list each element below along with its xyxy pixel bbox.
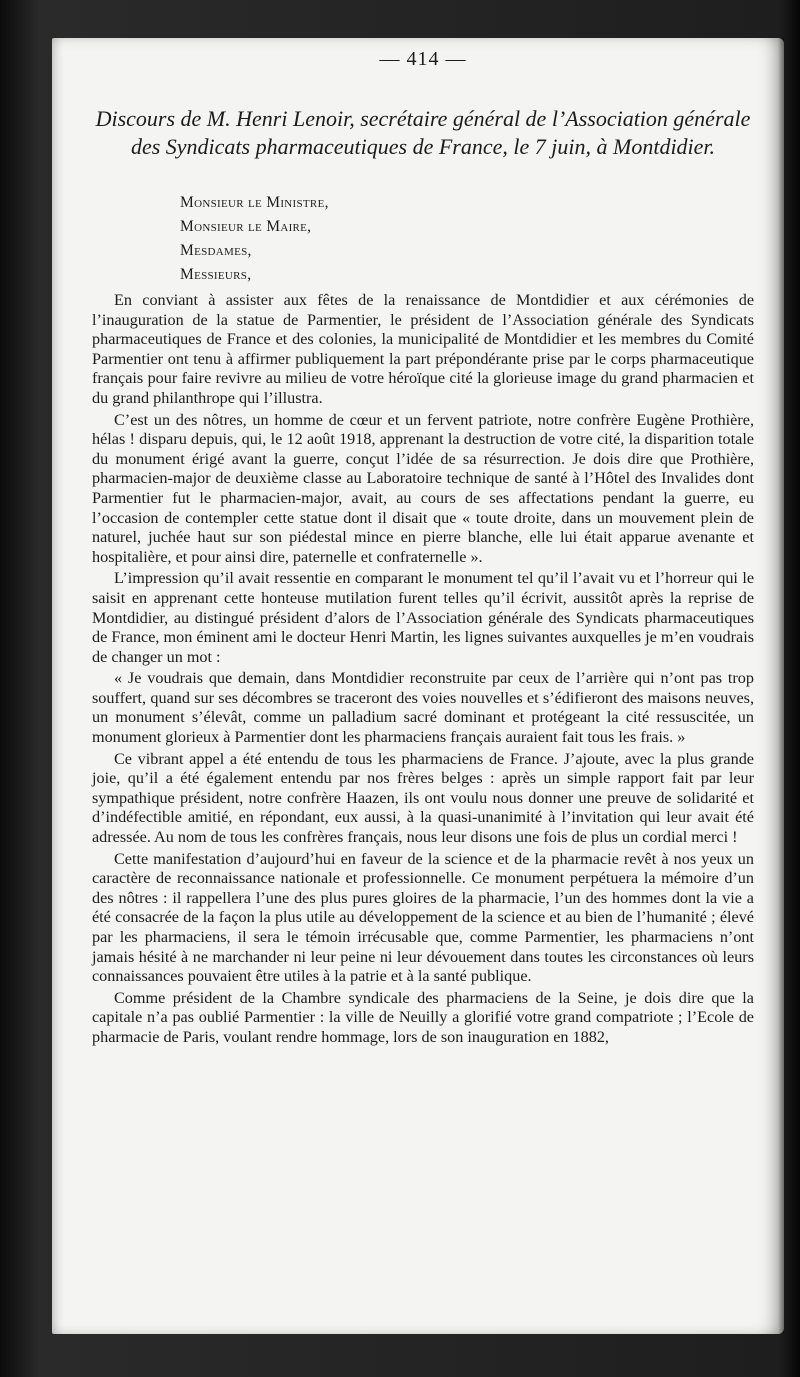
salutations [180, 191, 754, 287]
paragraph: Comme président de la Chambre syndicale des pharmaciens de la Seine, je dois dire que la capitale n’a pas oublié Parmentier : la ville de Neuilly a glorifié votre grand compatriote ; l’Ecole de pharmacie de Paris, voulant rendre hommage, lors de son inauguration en 1882, [92, 988, 754, 1046]
salutation-line: Monsieur le Ministre, [180, 194, 329, 211]
paragraph: Cette manifestation d’aujourd’hui en faveur de la science et de la pharmacie revêt à nos yeux un caractère de reconnaissance nationale et professionnelle. Ce monument perpétuera la mémoire d’un des nôtres : il rappellera l’une des plus pures gloires de la pharmacie, l’un des hommes dont la vie a été consacrée de la façon la plus utile au développement de la science et au bien de l’humanité ; élevé par les pharmaciens, il sera le témoin irrécusable que, comme Parmentier, les pharmaciens n’ont jamais hésité à ne marchander ni leur peine ni leur dévouement dans toutes les circonstances où leurs connaissances pouvaient être utiles à la patrie et à la santé publique. [92, 849, 754, 986]
paragraph: C’est un des nôtres, un homme de cœur et un fervent patriote, notre confrère Eugène Prothière, hélas ! disparu depuis, qui, le 12 août 1918, apprenant la destruction de votre cité, la disparition totale du monument érigé avant la guerre, conçut l’idée de sa résurrection. Je dois dire que Prothière, pharmacien-major de deuxième classe au Laboratoire technique de santé à l’Hôtel des Invalides dont Parmentier fut le pharmacien-major, avait, au cours de ses affectations pendant la guerre, eu l’occasion de contempler cette statue dont il disait que « toute droite, dans un mouvement plein de naturel, juchée haut sur son piédestal mince en pierre blanche, elle lui était apparue avenante et hospitalière, et pour ainsi dire, paternelle et confraternelle ». [92, 410, 754, 566]
paragraph: En conviant à assister aux fêtes de la renaissance de Montdidier et aux cérémonies de l’inauguration de la statue de Parmentier, le président de l’Association générale des Syndicats pharmaceutiques de France et des colonies, la municipalité de Montdidier et les membres du Comité Parmentier ont tenu à affirmer publiquement la part prépondérante prise par le corps pharmaceutique français pour faire revivre au milieu de votre héroïque cité la glorieuse image du grand pharmacien et du grand philanthrope qui l’illustra. [92, 291, 754, 407]
quoted-paragraph: « Je voudrais que demain, dans Montdidier reconstruite par ceux de l’arrière qui n’ont pas trop souffert, quand sur ses décombres se traceront des voies nouvelles et s’édifieront des maisons neuves, un monument s’élevât, comme un palladium sacré dominant et protégeant la cité ressuscitée, un monument glorieux à Parmentier dont les pharmaciens français auraient fait tous les frais. » [92, 669, 754, 747]
page-gutter-shadow [778, 38, 784, 1334]
salutation-line: Messieurs, [180, 266, 252, 283]
title-line: Discours de M. Henri Lenoir, secrétaire général de l’Association générale [95, 106, 751, 131]
salutation-line: Mesdames, [180, 242, 252, 259]
paragraph: L’impression qu’il avait ressentie en comparant le monument tel qu’il l’avait vu et l’horreur qui le saisit en apprenant cette honteuse mutilation furent telles qu’il écrivit, aussitôt après la reprise de Montdidier, au distingué président d’alors de l’Association générale des Syndicats pharmaceutiques de France, mon éminent ami le docteur Henri Martin, les lignes suivantes auxquelles je m’en voudrais de changer un mot : [92, 569, 754, 666]
speech-title [92, 105, 754, 161]
page-content [92, 48, 754, 1050]
salutation-line: Monsieur le Maire, [180, 218, 312, 235]
paragraph: Ce vibrant appel a été entendu de tous les pharmaciens de France. J’ajoute, avec la plus grande joie, qu’il a été également entendu par nos frères belges : après un simple rapport fait par leur sympathique président, notre confrère Haazen, ils ont voulu nous donner une preuve de solidarité et d’indéfectible amitié, en répondant, eux aussi, à la quasi-unanimité à l’invitation qui leur avait été adressée. Au nom de tous les confrères français, nous leur disons une fois de plus un cordial merci ! [92, 749, 754, 847]
title-line: des Syndicats pharmaceutiques de France, le 7 juin, à Montdidier. [130, 134, 716, 159]
page-number: — 414 — [379, 48, 467, 70]
